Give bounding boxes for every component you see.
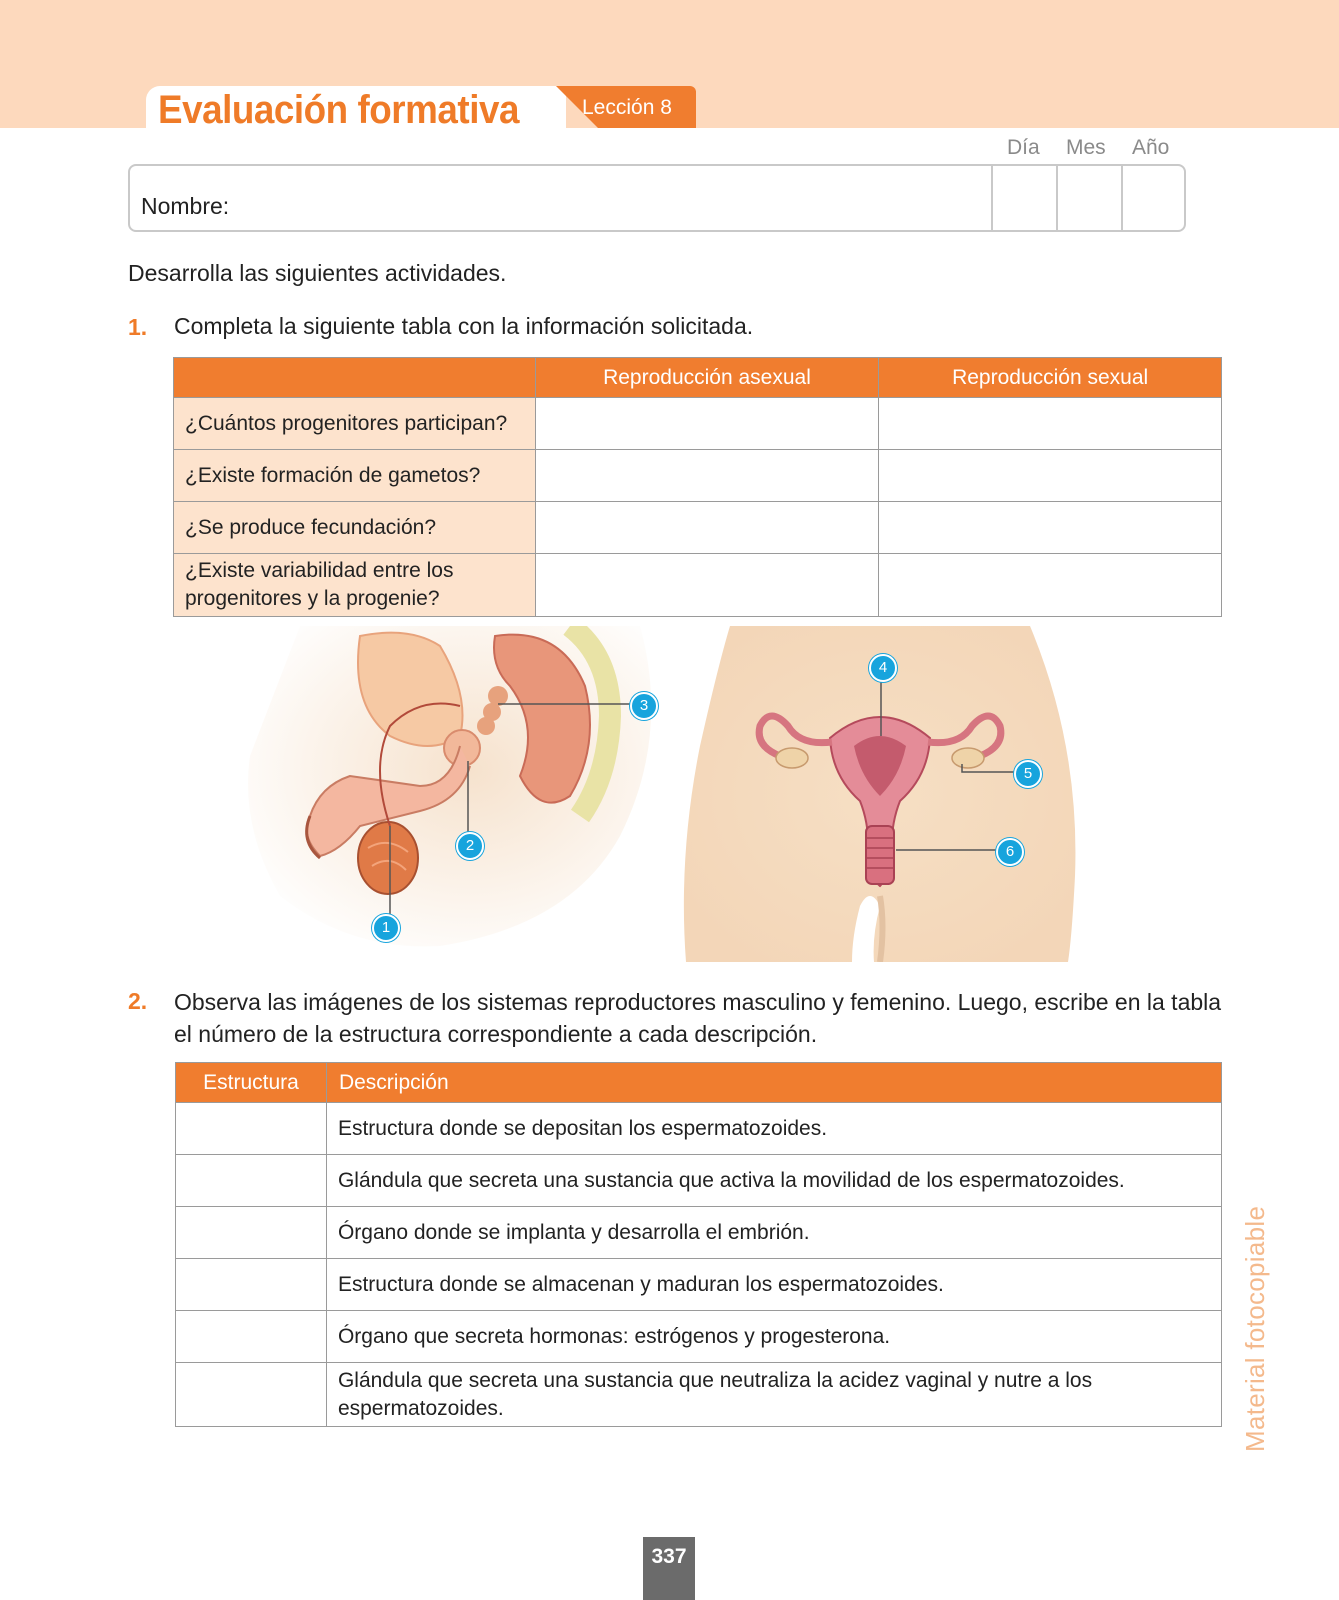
table-header-blank (174, 358, 536, 398)
month-label: Mes (1066, 136, 1106, 159)
structure-table (175, 1062, 1222, 1427)
male-reproductive-system (248, 626, 651, 946)
table-row-description: Glándula que secreta una sustancia que activa la movilidad de los espermatozoides. (326, 1155, 1221, 1207)
table-header-sexual: Reproducción sexual (879, 358, 1222, 398)
day-label: Día (1007, 136, 1040, 159)
table-header-asexual: Reproducción asexual (535, 358, 879, 398)
date-divider (1121, 164, 1123, 232)
date-divider (991, 164, 993, 232)
table-row-question: ¿Se produce fecundación? (174, 502, 536, 554)
page-number: 337 (643, 1537, 695, 1600)
year-label: Año (1132, 136, 1170, 159)
table-row-description: Estructura donde se almacenan y maduran los espermatozoides. (326, 1259, 1221, 1311)
table-row-description: Órgano donde se implanta y desarrolla el embrión. (326, 1207, 1221, 1259)
answer-cell[interactable] (879, 450, 1222, 502)
answer-cell[interactable] (879, 398, 1222, 450)
marker-4: 4 (869, 654, 897, 682)
date-divider (1056, 164, 1058, 232)
answer-cell[interactable] (879, 502, 1222, 554)
table-header-description: Descripción (326, 1063, 1221, 1103)
instructions: Desarrolla las siguientes actividades. (128, 260, 507, 286)
structure-answer-cell[interactable] (176, 1363, 327, 1427)
table-header-structure: Estructura (176, 1063, 327, 1103)
diagram-illustration (240, 626, 1100, 962)
answer-cell[interactable] (535, 502, 879, 554)
structure-answer-cell[interactable] (176, 1155, 327, 1207)
reproductive-diagrams (240, 626, 1100, 962)
name-date-box[interactable] (128, 164, 1186, 232)
page-title: Evaluación formativa (158, 88, 519, 132)
structure-answer-cell[interactable] (176, 1207, 327, 1259)
structure-answer-cell[interactable] (176, 1311, 327, 1363)
question-1-text: Completa la siguiente tabla con la información solicitada. (174, 313, 754, 339)
table-row-description: Glándula que secreta una sustancia que neutraliza la acidez vaginal y nutre a los espermatozoides. (326, 1363, 1221, 1427)
photocopiable-label: Material fotocopiable (1240, 1205, 1270, 1452)
table-row-question: ¿Existe variabilidad entre los progenitores y la progenie? (174, 554, 536, 617)
marker-2: 2 (456, 832, 484, 860)
name-label: Nombre: (141, 193, 230, 219)
structure-answer-cell[interactable] (176, 1259, 327, 1311)
table-row-description: Órgano que secreta hormonas: estrógenos y progesterona. (326, 1311, 1221, 1363)
table-row-question: ¿Existe formación de gametos? (174, 450, 536, 502)
table-row-question: ¿Cuántos progenitores participan? (174, 398, 536, 450)
answer-cell[interactable] (535, 450, 879, 502)
answer-cell[interactable] (535, 554, 879, 617)
marker-1: 1 (372, 914, 400, 942)
answer-cell[interactable] (535, 398, 879, 450)
marker-5: 5 (1014, 760, 1042, 788)
lesson-label: Lección 8 (582, 96, 672, 119)
question-2-text: Observa las imágenes de los sistemas reproductores masculino y femenino. Luego, escribe en la tabla el número de la estructura correspondiente a cada descripción. (174, 989, 1222, 1047)
question-1-number: 1. (128, 314, 148, 340)
marker-3: 3 (630, 692, 658, 720)
question-2-number: 2. (128, 988, 148, 1014)
reproduction-table (173, 357, 1222, 617)
table-row-description: Estructura donde se depositan los espermatozoides. (326, 1103, 1221, 1155)
answer-cell[interactable] (879, 554, 1222, 617)
marker-6: 6 (996, 838, 1024, 866)
structure-answer-cell[interactable] (176, 1103, 327, 1155)
